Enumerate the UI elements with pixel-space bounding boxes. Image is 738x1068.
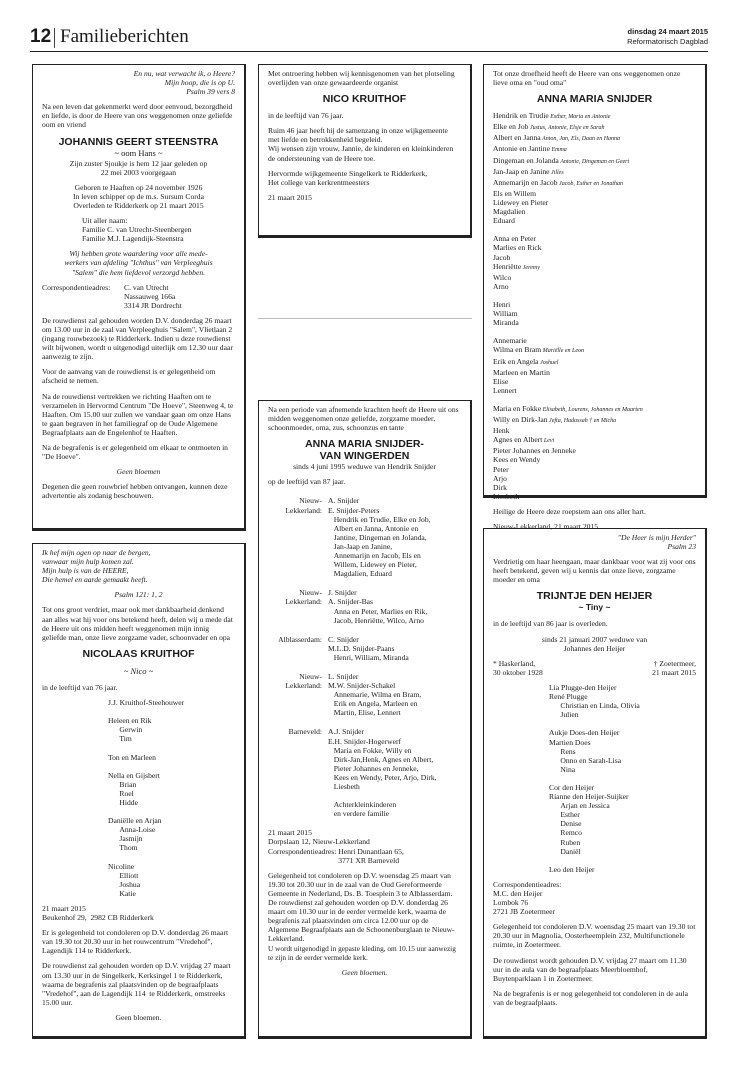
- family-group: [268, 672, 461, 717]
- grandchild-names: Marleen en Martin: [493, 367, 550, 377]
- grandchild-line: [493, 207, 696, 216]
- grandchild-names: Eduard: [493, 216, 515, 226]
- bible-reference: Psalm 121: 1, 2: [114, 590, 163, 600]
- notice-nico-kruithof-church: [258, 64, 472, 238]
- grandchild-line: [493, 262, 696, 273]
- grandchild-line: [493, 318, 696, 327]
- great-grandchildren-names: Esther, Maria en Antonie: [548, 114, 611, 121]
- grandchild-names: Henri: [493, 299, 511, 309]
- deceased-name: NICOLAAS KRUITHOF: [82, 647, 195, 660]
- grandchild-names: Els en Willem: [493, 188, 536, 198]
- grandchild-names: Lidewey en Pieter: [493, 197, 549, 207]
- grandchild-line: [493, 483, 696, 492]
- grandchild-names: Elke en Job: [493, 122, 529, 132]
- family-names: Uit aller naam: Familie C. van Utrecht-Steenbergen Familie M.J. Lagendijk-Steenstra: [82, 216, 192, 244]
- grandchild-line: [493, 474, 696, 483]
- grandchild-line: [493, 282, 696, 291]
- great-grandchildren-names: Jefta, Hadassah † en Micha: [547, 418, 617, 425]
- grandchild-line: [493, 216, 696, 225]
- grandchild-line: [493, 111, 696, 122]
- family-members: J. Snijder A. Snijder-Bas Anna en Peter, Marlies en Rik, Jacob, Henriëtte, Wilco, Arno: [328, 588, 428, 625]
- family-group: [268, 635, 461, 662]
- grandchild-line: [493, 189, 696, 198]
- grandchild-names: Agnes en Albert: [493, 435, 543, 445]
- grandchild-line: [493, 300, 696, 309]
- grandchild-line: [493, 133, 696, 144]
- date-address: 21 maart 2015 Beukenhof 29, 2982 CB Ridderkerk: [42, 904, 154, 923]
- family-members: A.J. Snijder E.H. Snijder-Hogerwerf Maria en Fokke, Willy en Dirk-Jan,Henk, Agnes en Albert, Pieter Johannes en Jenneke, Kees en Wendy, Peter, Arjo, Dirk, Liesbeth Achterkleinkinderen en verdere familie: [328, 727, 437, 819]
- page-header: [30, 24, 708, 52]
- notice-intro: Met ontroering hebben wij kennisgenomen van het plotseling overlijden van onze gewaardeerde organist: [268, 69, 457, 88]
- header-divider: [54, 28, 55, 48]
- life-details: Geboren te Haaften op 24 november 1926 In leven schipper op de m.s. Sursum Corda Overleden te Ridderkerk op 21 maart 2015: [73, 182, 204, 210]
- great-grandchildren-names: Elisabeth, Lourens, Johannes en Maarten: [541, 407, 643, 413]
- grandchild-line: [493, 492, 696, 501]
- section-title: Familieberichten: [60, 26, 189, 47]
- grandchild-names: Wilma en Bram: [493, 345, 542, 355]
- grandchild-line: [493, 426, 696, 435]
- age-line: in de leeftijd van 86 jaar is overleden.: [493, 619, 608, 629]
- deceased-name: JOHANNIS GEERT STEENSTRA: [58, 135, 219, 148]
- grandchild-names: Jan-Jaap en Janine: [493, 166, 550, 176]
- grandchild-line: [493, 243, 696, 252]
- grandchild-names: Maria en Fokke: [493, 404, 542, 413]
- notice-nicolaas-kruithof: [32, 543, 246, 1039]
- no-flowers: Geen bloemen.: [341, 967, 388, 977]
- date-address: 21 maart 2015 Dorpslaan 12, Nieuw-Lekkerland Correspondentieadres: Henri Dunantlaan 65, 3771 XR Barneveld: [268, 828, 404, 865]
- family-members: C. Snijder M.L.D. Snijder-Paans Henri, William, Miranda: [328, 634, 409, 662]
- grandchild-names: Lennert: [493, 385, 517, 395]
- grandchild-line: [493, 178, 696, 189]
- grandchild-names: Erik en Angela: [493, 356, 539, 366]
- widow-line: sinds 21 januari 2007 weduwe van Johannes den Heijer: [541, 634, 648, 653]
- family-members: A. Snijder E. Snijder-Peters Hendrik en Trudie, Elke en Job, Albert en Janna, Antonie en Jantine, Dingeman en Jolanda, Jan-Jaap en Janine, Annemarijn en Jacob, Els en Willem, Lidewey en Pieter, Magdalien, Eduard: [328, 496, 431, 579]
- family-place: Alblasserdam:: [278, 634, 322, 644]
- place-date: Nieuw-Lekkerland, 21 maart 2015: [493, 522, 599, 532]
- family-group: [268, 588, 461, 624]
- grandchild-names: William: [493, 309, 518, 319]
- grandchild-names: Miranda: [493, 318, 519, 328]
- grandchild-names: Kees en Wendy: [493, 455, 541, 465]
- grandchild-line: [493, 225, 696, 234]
- deceased-name: ANNA MARIA SNIJDER- VAN WINGERDEN: [305, 438, 424, 463]
- condolence-info: Gelegenheid tot condoleren op D.V. woensdag 25 maart van 19.30 tot 20.30 uur in de zaal van de Oud Gereformeerde Gemeente in Nederland, Ds. B. Toesplein 3 te Alblasserdam.: [268, 870, 453, 898]
- great-grandchildren-names: Jilles: [549, 169, 564, 176]
- grandchild-names: Elise: [493, 376, 509, 386]
- family-names: J.J. Kruithof-Steehouwer Heleen en Rik Gerwin Tim Ton en Marleen Nella en Gijsbert Brian Roel Hidde Daniëlle en Arjan Anna-Loise Jasmijn Thom Nicoline Elliott Joshua Katie: [108, 697, 185, 898]
- grandchild-names: Henriëtte: [493, 261, 522, 271]
- grandchild-line: [493, 377, 696, 386]
- grandchild-names: Liesbeth: [493, 491, 520, 501]
- birth-info: * Haskerland, 30 oktober 1928: [493, 658, 543, 677]
- grandchild-line: [493, 309, 696, 318]
- closing-line: Heilige de Heere deze roepstem aan ons aller hart.: [493, 506, 646, 516]
- notice-intro: Na een leven dat gekenmerkt werd door eenvoud, bezorgdheid en liefde, is door de Heere van ons weggenomen onze geliefde oom en vriend: [42, 102, 235, 130]
- grandchild-line: [493, 122, 696, 133]
- condolence-info: Er is gelegenheid tot condoleren op D.V. donderdag 26 maart van 19.30 tot 20.30 uur in het rouwcentrum "Vredehof", Lagendijk 114 te Ridderkerk.: [42, 928, 230, 956]
- thanks-note: Wij hebben grote waardering voor alle mede- werkers van afdeling "Ichthus" van Verpleeghuis "Salem" die hem liefdevol verzorgd hebben.: [64, 249, 213, 277]
- grandchild-line: [493, 435, 696, 446]
- notice-intro: Na een periode van afnemende krachten heeft de Heere uit ons midden weggenomen onze geliefde, zorgzame moeder, schoonmoeder, oma, zus, schoonzus en tante: [268, 405, 461, 433]
- notice-intro: Tot ons groot verdriet, maar ook met dankbaarheid denkend aan alles wat hij voor ons betekend heeft, delen wij u mede dat de Heere uit ons midden heeft weggenomen mijn innig geliefde man, onze lieve zorgzame vader, schoonvader en opa: [42, 605, 235, 642]
- service-info: De rouwdienst zal gehouden worden op D.V. vrijdag 27 maart om 13.30 uur in de Singelkerk, Kerksingel 1 te Ridderkerk, waarna de begrafenis zal plaatsvinden op de begraafplaats "Vredehof", aan de Lagendijk 114 te Ridderkerk, omstreeks 15.00 uur.: [42, 961, 233, 1007]
- age-line: in de leeftijd van 76 jaar.: [42, 682, 118, 692]
- great-grandchildren-names: Jeremy: [521, 264, 540, 271]
- correspondence-block: [42, 283, 235, 310]
- grandchild-line: [493, 291, 696, 300]
- grandchildren-list: [493, 111, 696, 501]
- great-grandchildren-names: Levi: [542, 438, 555, 445]
- grandchild-names: Annemarie: [493, 336, 527, 346]
- bible-motto: "De Heer is mijn Herder" Psalm 23: [617, 533, 696, 552]
- family-place: Nieuw- Lekkerland:: [285, 588, 322, 607]
- great-grandchildren-names: Anton, Jan, Els, Daan en Hanna: [540, 136, 621, 143]
- great-grandchildren-names: Antonie, Dingeman en Geert: [558, 158, 630, 165]
- great-grandchildren-names: Joshuel: [538, 359, 559, 366]
- predeceased-note: Zijn zuster Sjoukje is hem 12 jaar geleden op 22 mei 2003 voorgegaan: [69, 158, 208, 177]
- birth-death: [493, 659, 696, 677]
- grandchild-names: Dingeman en Jolanda: [493, 155, 559, 165]
- grandchild-line: [493, 167, 696, 178]
- grandchild-names: Wilco: [493, 272, 512, 282]
- grandchild-line: [493, 234, 696, 243]
- grandchild-names: Hendrik en Trudie: [493, 111, 549, 121]
- farewell-info: Voor de aanvang van de rouwdienst is er gelegenheid om afscheid te nemen.: [42, 367, 218, 386]
- reception-info: Na de begrafenis is er nog gelegenheid tot condoleren in de aula van de begraafplaats.: [493, 988, 690, 1007]
- column-divider: [258, 318, 472, 319]
- grandchild-line: [493, 144, 696, 155]
- service-info: De rouwdienst zal gehouden worden D.V. donderdag 26 maart om 13.00 uur in de zaal van Verpleeghuis "Salem", Vlietlaan 2 (ingang rouwbezoek) te Ridderkerk. Indien u deze rouwdienst wilt bijwonen, wordt u uitgenodigd uiterlijk om 12.30 uur daar aanwezig te zijn.: [42, 315, 235, 362]
- grandchild-names: Willy en Dirk-Jan: [493, 415, 548, 425]
- service-info: De rouwdienst wordt gehouden D.V. vrijdag 27 maart om 11.30 uur in de aula van de begraafplaats Meerbloemhof, Buytenparklaan 1 in Zoetermeer.: [493, 955, 689, 983]
- family-group: [268, 496, 461, 578]
- great-grandchildren-names: Emma: [549, 147, 567, 154]
- signatories: Hervormde wijkgemeente Singelkerk te Ridderkerk, Het college van kerkrentmeesters: [268, 168, 428, 187]
- grandchild-names: Peter: [493, 464, 509, 474]
- family-group: [268, 727, 461, 818]
- no-flowers: Geen bloemen: [116, 467, 161, 477]
- grandchild-line: [493, 404, 696, 415]
- notice-den-heijer: [483, 528, 707, 1039]
- grandchild-line: [493, 156, 696, 167]
- notice-steenstra: [32, 64, 246, 531]
- grandchild-line: [493, 327, 696, 336]
- notice-intro: Tot onze droefheid heeft de Heere van ons weggenomen onze lieve oma en "oud oma": [493, 69, 683, 88]
- reception-info: Na de begrafenis is er gelegenheid om elkaar te ontmoeten in "De Hoeve".: [42, 443, 230, 462]
- deceased-name: TRIJNTJE DEN HEIJER: [536, 590, 653, 603]
- grandchild-names: Anna en Peter: [493, 234, 537, 244]
- no-flowers: Geen bloemen.: [115, 1012, 162, 1022]
- grandchild-line: [493, 465, 696, 474]
- correspondence-address: Correspondentieadres: M.C. den Heijer Lombok 76 2721 JB Zoetermeer: [493, 879, 562, 917]
- family-names: Lia Plugge-den Heijer René Plugge Christian en Linda, Olivia Julien Aukje Does-den Heijer Martien Does Rens Onno en Sarah-Lisa Nina Cor den Heijer Rianne den Heijer-Suijker Arjan en Jessica Esther Denise Remco Ruben Daniël Leo den Heijer: [549, 682, 640, 874]
- notice-intro: Verdrietig om haar heengaan, maar dankbaar voor wat zij voor ons heeft betekend, geven wij u kennis dat onze lieve, zorgzame moeder en oma: [493, 557, 698, 585]
- grandchild-names: Arno: [493, 281, 509, 291]
- grandchild-line: [493, 395, 696, 404]
- great-grandchildren-names: Mariëlle en Leon: [541, 348, 585, 355]
- bible-motto: En nu, wat verwacht ik, o Heere? Mijn hoop, die is op U. Psalm 39 vers 8: [133, 69, 235, 97]
- grandchild-names: Antonie en Jantine: [493, 144, 550, 154]
- grandchild-names: Magdalien: [493, 207, 526, 217]
- grandchild-line: [493, 253, 696, 262]
- notice-snijder-van-wingerden: [258, 400, 472, 1039]
- grandchild-names: Pieter Johannes en Jenneke: [493, 446, 576, 456]
- great-grandchildren-names: Jacob, Esther en Jonathan: [557, 180, 624, 187]
- tribute-text: Ruim 46 jaar heeft hij de samenzang in onze wijkgemeente met liefde en betrokkenheid begeleid. Wij wensen zijn vrouw, Jannie, de kinderen en kleinkinderen de ondersteuning van de Heere toe.: [268, 126, 454, 163]
- condolence-info: Gelegenheid tot condoleren D.V. woensdag 25 maart van 19.30 tot 20.30 uur in Magnolia, Oosterheemplein 232, Multifunctionele ruimte, in Zoetermeer.: [493, 922, 698, 950]
- grandchild-line: [493, 455, 696, 464]
- grandchild-names: Marlies en Rick: [493, 243, 542, 253]
- grandchild-names: Jacob: [493, 252, 511, 262]
- service-info: De rouwdienst zal gehouden worden op D.V. donderdag 26 maart om 10.30 uur in de eerder vermelde kerk, waarna de begrafenis zal plaatsvinden om circa 12.00 uur op de Algemene Begraafplaats aan de Schoonenburglaan te Nieuw-Lekkerland.: [268, 898, 455, 944]
- grandchild-line: [493, 357, 696, 368]
- grandchild-line: [493, 198, 696, 207]
- family-place: Nieuw- Lekkerland:: [285, 671, 322, 691]
- grandchild-line: [493, 273, 696, 282]
- family-place: Nieuw- Lekkerland:: [285, 496, 322, 515]
- age-line: in de leeftijd van 76 jaar.: [268, 111, 344, 121]
- grandchild-names: Arjo: [493, 473, 507, 483]
- deceased-nickname: ~ Nico ~: [123, 665, 154, 676]
- deceased-name: ANNA MARIA SNIJDER: [536, 93, 653, 106]
- newspaper-name: Reformatorisch Dagblad: [627, 37, 708, 46]
- family-members: L. Snijder M.W. Snijder-Schakel Annemarie, Wilma en Bram, Erik en Angela, Marleen en Martin, Elise, Lennert: [328, 671, 422, 718]
- widow-line: sinds 4 juni 1995 weduwe van Hendrik Snijder: [293, 462, 436, 472]
- bible-motto: Ik hef mijn ogen op naar de bergen, vanwaar mijn hulp komen zal. Mijn hulp is van de HEERE, Die hemel en aarde gemaakt heeft.: [42, 548, 151, 585]
- dress-note: U wordt uitgenodigd in gepaste kleding, om 10.15 uur aanwezig te zijn in de eerder vermelde kerk.: [268, 943, 458, 962]
- grandchild-line: [493, 345, 696, 356]
- grandchild-line: [493, 368, 696, 377]
- grandchild-line: [493, 336, 696, 345]
- deceased-nickname: ~ Tiny ~: [578, 602, 611, 613]
- page-number: 12: [30, 26, 52, 47]
- age-line: op de leeftijd van 87 jaar.: [268, 477, 346, 487]
- notice-date: 21 maart 2015: [268, 192, 312, 202]
- deceased-name: NICO KRUITHOF: [322, 93, 407, 106]
- grandchild-names: Henk: [493, 426, 510, 436]
- notice-footer: Degenen die geen rouwbrief hebben ontvangen, kunnen deze advertentie als zodanig beschouwen.: [42, 482, 230, 501]
- death-info: † Zoetermeer, 21 maart 2015: [652, 658, 696, 677]
- correspondence-label: Correspondentieadres:: [42, 282, 111, 292]
- issue-date: dinsdag 24 maart 2015: [627, 27, 708, 36]
- family-place: Barneveld:: [288, 727, 322, 737]
- great-grandchildren-names: Justus, Antonie, Elsje en Sarah: [528, 125, 605, 132]
- grandchild-line: [493, 415, 696, 426]
- grandchild-names: Dirk: [493, 482, 507, 492]
- travel-info: Na de rouwdienst vertrekken we richting Haaften om te verzamelen in Hervormd Centrum "De Hoeve", Steenweg 4, te Haaften. Om 15.00 uur zullen we vandaar gaan om onze Hans te gaan begraven in het familiegraf op de Oude Algemene Begraafplaats aan de Engelenhof te Haaften.: [42, 391, 236, 437]
- grandchild-names: Annemarijn en Jacob: [493, 177, 558, 187]
- correspondence-address: C. van Utrecht Nassauweg 166a 3314 JR Dordrecht: [124, 282, 182, 310]
- notice-snijder-grandchildren: [483, 64, 707, 532]
- deceased-nickname: ~ oom Hans ~: [114, 147, 163, 158]
- grandchild-line: [493, 386, 696, 395]
- grandchild-names: Albert en Janna: [493, 133, 541, 143]
- grandchild-line: [493, 446, 696, 455]
